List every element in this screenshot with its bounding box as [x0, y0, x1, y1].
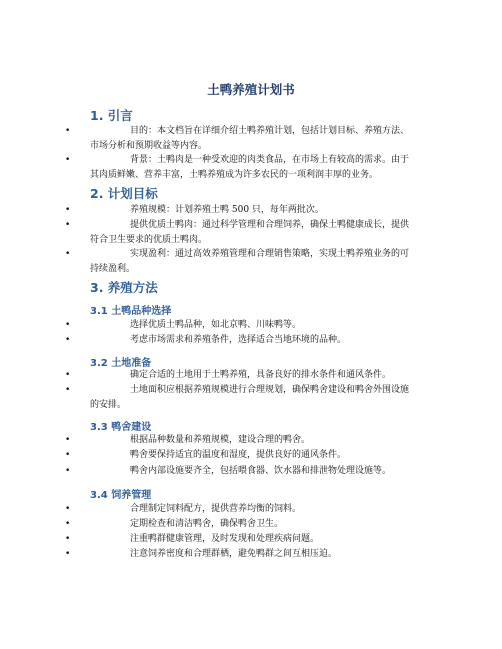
bullet-item: • 合理制定饲料配方，提供营养均衡的饲料。	[90, 502, 410, 517]
subsection-heading-land: 3.2 土地准备	[90, 358, 152, 369]
bullet-item: • 目的：本文档旨在详细介绍土鸭养殖计划，包括计划目标、养殖方法、市场分析和预期收益等内容。	[65, 126, 410, 151]
subsection-heading-feeding: 3.4 饲养管理	[90, 490, 152, 501]
document-title: 土鸭养殖计划书	[207, 82, 295, 97]
bullet-dot-icon: •	[65, 504, 71, 514]
bullet-item: • 定期检查和清洁鸭舍，确保鸭舍卫生。	[90, 517, 410, 532]
bullet-dot-icon: •	[65, 220, 71, 230]
bullet-item: • 土地面积应根据养殖规模进行合理规划，确保鸭舍建设和鸭舍外围设施的安排。	[65, 385, 410, 410]
section-heading-intro: 1. 引言	[90, 108, 133, 123]
subsection-heading-shed: 3.3 鸭舍建设	[90, 422, 152, 433]
bullet-dot-icon: •	[65, 335, 71, 345]
bullet-item: • 养殖规模：计划养殖土鸭 500 只，每年两批次。	[90, 203, 410, 218]
subsection-heading-breed: 3.1 土鸭品种选择	[90, 306, 172, 317]
bullet-dot-icon: •	[65, 450, 71, 460]
bullet-item: • 鸭舍要保持适宜的温度和湿度，提供良好的通风条件。	[90, 448, 410, 463]
section-heading-methods: 3. 养殖方法	[90, 280, 158, 295]
bullet-item: • 鸭舍内部设施要齐全，包括喂食器、饮水器和排泄物处理设施等。	[90, 464, 410, 479]
bullet-item: • 背景：土鸭肉是一种受欢迎的肉类食品，在市场上有较高的需求。由于其肉质鲜嫩、营养丰富，土鸭养殖成为许多农民的一项利润丰厚的业务。	[65, 155, 410, 180]
bullet-dot-icon: •	[65, 320, 71, 330]
section-heading-goals: 2. 计划目标	[90, 186, 158, 201]
bullet-dot-icon: •	[65, 155, 71, 165]
bullet-item: • 选择优质土鸭品种，如北京鸭、川味鸭等。	[90, 318, 410, 333]
bullet-dot-icon: •	[65, 519, 71, 529]
bullet-item: • 提供优质土鸭肉：通过科学管理和合理饲养，确保土鸭健康成长，提供符合卫生要求的优质土鸭肉。	[65, 220, 410, 245]
bullet-dot-icon: •	[65, 466, 71, 476]
bullet-dot-icon: •	[65, 435, 71, 445]
bullet-item: • 注重鸭群健康管理，及时发现和处理疾病问题。	[90, 532, 410, 547]
bullet-dot-icon: •	[65, 385, 71, 395]
bullet-dot-icon: •	[65, 534, 71, 544]
bullet-item: • 注意饲养密度和合理群栖，避免鸭群之间互相压迫。	[90, 547, 410, 562]
bullet-item: • 确定合适的土地用于土鸭养殖，具备良好的排水条件和通风条件。	[90, 368, 410, 383]
bullet-item: • 考虑市场需求和养殖条件，选择适合当地环境的品种。	[90, 333, 410, 348]
bullet-dot-icon: •	[65, 370, 71, 380]
bullet-dot-icon: •	[65, 205, 71, 215]
bullet-item: • 实现盈利：通过高效养殖管理和合理销售策略，实现土鸭养殖业务的可持续盈利。	[65, 249, 410, 274]
bullet-dot-icon: •	[65, 549, 71, 559]
bullet-dot-icon: •	[65, 249, 71, 259]
bullet-item: • 根据品种数量和养殖规模，建设合理的鸭舍。	[90, 433, 410, 448]
bullet-dot-icon: •	[65, 126, 71, 136]
